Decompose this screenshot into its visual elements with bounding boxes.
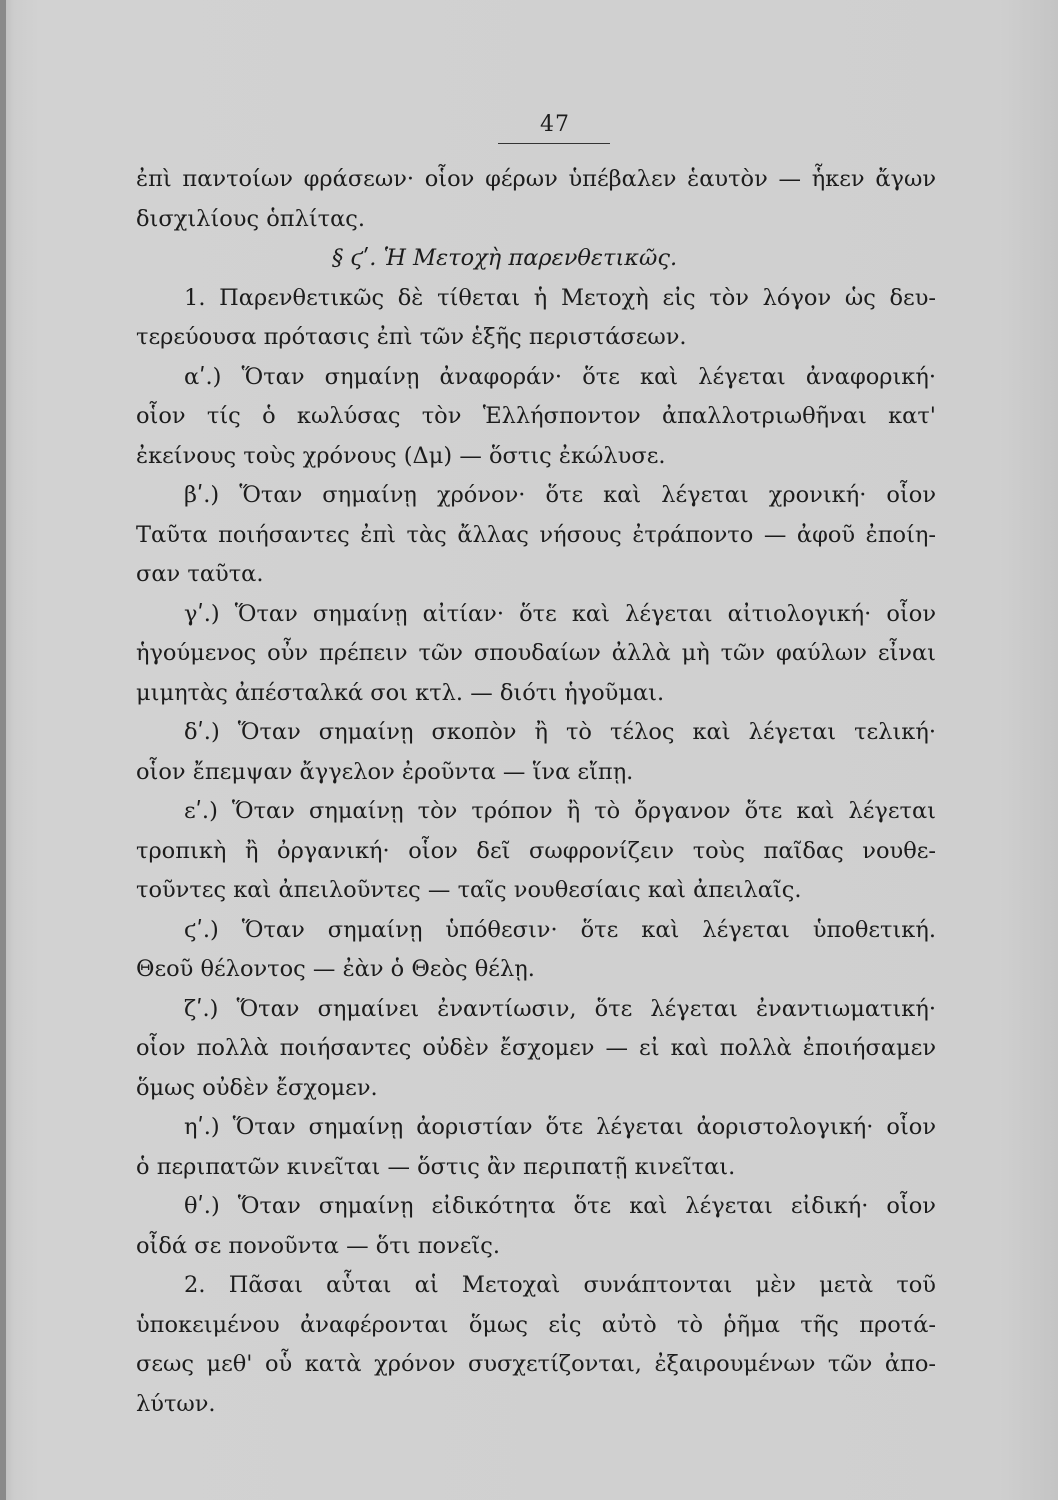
text-line: οἶδά σε πονοῦντα — ὅτι πονεῖς. [136,1232,500,1259]
text-line: ὁ περιπατῶν κινεῖται — ὅστις ἂν περιπατῇ κινεῖται. [136,1153,736,1180]
page-spine-edge [0,0,6,1500]
text-line: δισχιλίους ὁπλίτας. [136,205,366,232]
text-line: ὅμως οὐδὲν ἔσχομεν. [136,1074,378,1101]
text-line: σεως μεθ' οὗ κατὰ χρόνον συσχετίζονται, ἐξαιρουμένων τῶν ἀπο- [136,1351,936,1377]
text-line: αʹ.) Ὅταν σημαίνῃ ἀναφοράν· ὅτε καὶ λέγεται ἀναφορική· [184,363,936,390]
text-line: οἷον πολλὰ ποιήσαντες οὐδὲν ἔσχομεν — εἰ καὶ πολλὰ ἐποιήσαμεν [136,1035,936,1061]
text-line: ἡγούμενος οὖν πρέπειν τῶν σπουδαίων ἀλλὰ μὴ τῶν φαύλων εἶναι [136,640,936,666]
text-line: τοῦντες καὶ ἀπειλοῦντες — ταῖς νουθεσίαις καὶ ἀπειλαῖς. [136,877,802,903]
text-line: 1. Παρενθετικῶς δὲ τίθεται ἡ Μετοχὴ εἰς τὸν λόγον ὡς δευ- [184,284,936,311]
text-line: σαν ταῦτα. [136,561,264,587]
text-line: Θεοῦ θέλοντος — ἐὰν ὁ Θεὸς θέλῃ. [136,956,535,982]
text-line: θʹ.) Ὅταν σημαίνῃ εἰδικότητα ὅτε καὶ λέγεται εἰδική· οἷον [184,1193,936,1219]
text-line: δʹ.) Ὅταν σημαίνῃ σκοπὸν ἢ τὸ τέλος καὶ λέγεται τελική· [184,719,936,745]
text-line: οἷον τίς ὁ κωλύσας τὸν Ἑλλήσποντον ἀπαλλοτριωθῆναι κατ' [136,403,936,429]
text-line: ϛʹ.) Ὅταν σημαίνῃ ὑπόθεσιν· ὅτε καὶ λέγεται ὑποθετική. [184,916,936,943]
text-line: ἐκείνους τοὺς χρόνους (Δμ) — ὅστις ἐκώλυσε. [136,442,666,469]
body-text [136,160,936,1424]
text-line: μιμητὰς ἀπέσταλκά σοι κτλ. — διότι ἡγοῦμαι. [136,679,665,706]
text-line: τροπικὴ ἢ ὀργανική· οἷον δεῖ σωφρονίζειν τοὺς παῖδας νουθε- [136,837,936,864]
text-line: οἷον ἔπεμψαν ἄγγελον ἐροῦντα — ἵνα εἴπῃ. [136,758,634,785]
text-line: Ταῦτα ποιήσαντες ἐπὶ τὰς ἄλλας νήσους ἐτράποντο — ἀφοῦ ἐποίη- [136,521,936,548]
page-number-rule [498,143,610,144]
text-line: ὑποκειμένου ἀναφέρονται ὅμως εἰς αὐτὸ τὸ ῥῆμα τῆς προτά- [136,1311,936,1338]
page-number: 47 [540,112,570,137]
text-line: λύτων. [136,1390,216,1417]
text-line: ἐπὶ παντοίων φράσεων· οἷον φέρων ὑπέβαλεν ἑαυτὸν — ἧκεν ἄγων [136,166,936,192]
section-heading: § ϛʹ. Ἡ Μετοχὴ παρενθετικῶς. [332,245,678,271]
text-line: ηʹ.) Ὅταν σημαίνῃ ἀοριστίαν ὅτε λέγεται ἀοριστολογική· οἷον [184,1114,936,1140]
text-line: 2. Πᾶσαι αὗται αἱ Μετοχαὶ συνάπτονται μὲν μετὰ τοῦ [184,1272,936,1298]
text-line: γʹ.) Ὅταν σημαίνῃ αἰτίαν· ὅτε καὶ λέγεται αἰτιολογική· οἷον [184,600,936,627]
text-line: ζʹ.) Ὅταν σημαίνει ἐναντίωσιν, ὅτε λέγεται ἐναντιωματική· [184,995,936,1022]
text-line: τερεύουσα πρότασις ἐπὶ τῶν ἑξῆς περιστάσεων. [136,324,687,350]
text-line: βʹ.) Ὅταν σημαίνῃ χρόνον· ὅτε καὶ λέγεται χρονική· οἷον [184,482,936,508]
text-line: εʹ.) Ὅταν σημαίνῃ τὸν τρόπον ἢ τὸ ὄργανον ὅτε καὶ λέγεται [184,798,936,824]
